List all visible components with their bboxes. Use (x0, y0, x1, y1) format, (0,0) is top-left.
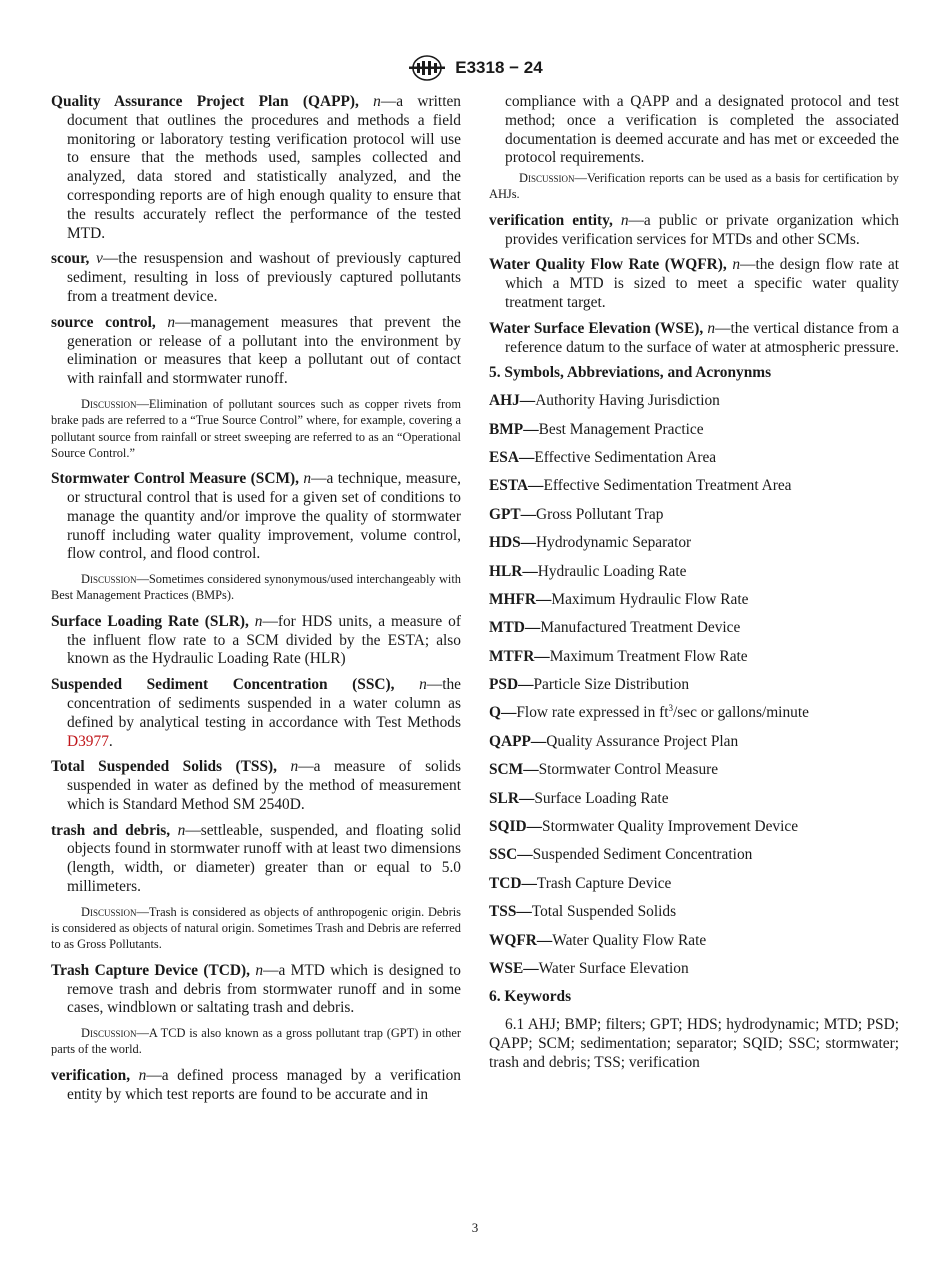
definition-entry (51, 758, 461, 814)
abbreviation-term: QAPP— (489, 732, 547, 750)
part-of-speech: n (290, 758, 299, 776)
abbreviation-term: WQFR— (489, 931, 553, 949)
definition-text: —a written document that outlines the procedures and methods a field monitoring or laboratory testing verification protocol will use to ensure that the methods used, samples collected and analyzed, data stored and statistically analyzed, and the corresponding reports are of high enough quality to ensure that the results accurately reflect the performance of the tested MTD. (67, 93, 461, 242)
abbreviation-item (489, 733, 899, 752)
abbreviation-meaning: Flow rate expressed in ft (516, 704, 669, 722)
part-of-speech: n (707, 319, 716, 337)
abbreviation-meaning: Quality Assurance Project Plan (546, 732, 739, 750)
abbreviation-item (489, 392, 899, 411)
abbreviation-term: HDS— (489, 534, 537, 552)
definition-term: Surface Loading Rate (SLR), (51, 612, 249, 630)
abbreviation-item (489, 449, 899, 468)
discussion-label: Discussion (81, 1026, 137, 1041)
section-6-heading: 6. Keywords (489, 988, 572, 1006)
section-5-heading: 5. Symbols, Abbreviations, and Acronynms (489, 364, 772, 382)
definition-text: —a technique, measure, or structural control that is used for a given set of conditions to manage the quantity and/or improve the quality of stormwater runoff including water quality improvement, volume control, flow control, and flood control. (67, 470, 461, 563)
part-of-speech: n (373, 93, 381, 110)
abbreviation-item (489, 563, 899, 582)
part-of-speech: n (303, 470, 312, 488)
discussion-text: —Verification reports can be used as a basis for certification by AHJs. (489, 171, 899, 202)
abbreviation-term: SLR— (489, 789, 535, 807)
page-number: 3 (471, 1220, 479, 1235)
discussion-text: —A TCD is also known as a gross pollutant trap (GPT) in other parts of the world. (51, 1026, 461, 1057)
abbreviation-term: TSS— (489, 903, 532, 921)
definition-term: Stormwater Control Measure (SCM), (51, 470, 299, 488)
abbreviation-item (489, 932, 899, 951)
abbreviation-item (489, 421, 899, 440)
right-definitions (489, 212, 899, 358)
discussion-label: Discussion (81, 396, 137, 411)
abbreviation-term: MHFR— (489, 590, 552, 608)
definition-term: scour, (51, 250, 90, 268)
definition-text: —a defined process managed by a verification entity by which test reports are found to be accurate and in (67, 1066, 461, 1103)
abbreviation-item (489, 477, 899, 496)
definition-text: —the resuspension and washout of previously captured sediment, resulting in loss of previously captured pollutants from a treatment device. (67, 250, 461, 305)
abbreviation-meaning: Hydrodynamic Separator (536, 534, 692, 552)
definition-text: —for HDS units, a measure of the influent flow rate to a SCM divided by the ESTA; also known as the Hydraulic Loading Rate (HLR) (67, 612, 461, 668)
left-column (51, 93, 461, 1111)
standard-reference-link[interactable]: D3977 (67, 732, 109, 750)
definition-entry (51, 676, 461, 751)
keywords-paragraph: 6.1 AHJ; BMP; filters; GPT; HDS; hydrodynamic; MTD; PSD; QAPP; SCM; sedimentation; separator; SQID; SSC; stormwater; trash and debris; TSS; verification (489, 1016, 899, 1071)
definition-entry (489, 212, 899, 250)
definition-text: —a measure of solids suspended in water as defined by the method of measurement which is Standard Method SM 2540D. (67, 758, 461, 813)
abbreviation-term: SSC— (489, 846, 533, 864)
definition-term: Trash Capture Device (TCD), (51, 961, 250, 979)
definition-entry (489, 320, 899, 358)
abbreviation-item (489, 534, 899, 553)
definition-entry (51, 470, 461, 564)
abbreviation-tail: /sec or gallons/minute (673, 704, 809, 722)
abbreviation-term: AHJ— (489, 392, 536, 410)
definition-tail: . (108, 732, 113, 750)
abbreviation-meaning: Effective Sedimentation Area (534, 448, 717, 466)
abbreviation-term: SCM— (489, 761, 539, 779)
superscript: 3 (668, 703, 674, 714)
part-of-speech: n (177, 821, 186, 839)
right-column (489, 93, 899, 1073)
abbreviation-term: MTFR— (489, 647, 550, 665)
abbreviation-item (489, 846, 899, 865)
definition-text: —the concentration of sediments suspended in a water column as defined by analytical testing in accordance with Test Methods (67, 676, 461, 731)
discussion-note (51, 904, 461, 953)
abbreviation-term: ESA— (489, 448, 535, 466)
definition-term: Water Quality Flow Rate (WQFR), (489, 256, 727, 274)
abbreviation-term: PSD— (489, 676, 534, 694)
discussion-text: —Elimination of pollutant sources such as copper rivets from brake pads are referred to a “True Source Control” where, for example, covering a pollutant source from rainfall or street sweeping are referred to as an “Operational Source Control.” (51, 396, 461, 460)
abbreviation-term: Q— (489, 704, 517, 722)
definition-text: —management measures that prevent the generation or release of a pollutant into the environment by elimination or measures that keep a pollutant out of contact with rainfall and stormwater runoff. (67, 313, 461, 388)
abbreviation-item (489, 761, 899, 780)
abbreviation-item (489, 875, 899, 894)
standard-designation: E3318 − 24 (455, 58, 543, 77)
abbreviation-term: MTD— (489, 619, 541, 637)
abbreviation-meaning: Particle Size Distribution (533, 676, 690, 694)
part-of-speech: n (138, 1066, 147, 1084)
abbreviation-meaning: Hydraulic Loading Rate (537, 562, 687, 580)
abbreviation-list (489, 392, 899, 979)
discussion-note (51, 571, 461, 604)
abbreviation-meaning: Trash Capture Device (536, 874, 672, 892)
definition-text: —the vertical distance from a reference datum to the surface of water at atmospheric pressure. (505, 319, 899, 356)
discussion-label: Discussion (519, 171, 575, 186)
abbreviation-meaning: Water Surface Elevation (538, 959, 689, 977)
definition-text: —the design flow rate at which a MTD is sized to meet a specific water quality treatment target. (505, 256, 900, 311)
abbreviation-item (489, 960, 899, 979)
abbreviation-meaning: Surface Loading Rate (534, 789, 669, 807)
abbreviation-item (489, 619, 899, 638)
abbreviation-term: WSE— (489, 959, 539, 977)
definition-entry (51, 93, 461, 243)
abbreviation-item (489, 506, 899, 525)
part-of-speech: n (620, 211, 629, 229)
definition-text: —a MTD which is designed to remove trash and debris from stormwater runoff and in some cases, windblown or saltating trash and debris. (67, 961, 461, 1017)
abbreviation-meaning: Best Management Practice (538, 420, 704, 438)
definition-entry (51, 822, 461, 897)
abbreviation-meaning: Authority Having Jurisdiction (535, 392, 720, 410)
abbreviation-meaning: Stormwater Quality Improvement Device (542, 818, 799, 836)
discussion-text: —Sometimes considered synonymous/used interchangeably with Best Management Practices (BMPs). (51, 572, 461, 603)
abbreviation-meaning: Maximum Treatment Flow Rate (549, 647, 748, 665)
discussion-note (51, 1025, 461, 1058)
abbreviation-item (489, 903, 899, 922)
abbreviation-meaning: Maximum Hydraulic Flow Rate (551, 590, 749, 608)
definition-entry (51, 613, 461, 669)
abbreviation-term: ESTA— (489, 477, 544, 495)
abbreviation-item (489, 790, 899, 809)
part-of-speech: n (732, 256, 741, 274)
abbreviation-meaning: Stormwater Control Measure (538, 761, 719, 779)
abbreviation-meaning: Suspended Sediment Concentration (532, 846, 753, 864)
page-header (0, 54, 950, 82)
part-of-speech: n (167, 313, 176, 331)
abbreviation-term: HLR— (489, 562, 538, 580)
definition-term: source control, (51, 313, 156, 331)
definition-term: trash and debris, (51, 821, 171, 839)
discussion-note (51, 396, 461, 461)
part-of-speech: n (419, 676, 427, 694)
abbreviation-meaning: Manufactured Treatment Device (540, 619, 741, 637)
astm-logo-icon (407, 54, 447, 82)
abbreviation-term: SQID— (489, 818, 543, 836)
definition-entry (489, 256, 899, 312)
abbreviation-item (489, 591, 899, 610)
part-of-speech: n (255, 961, 264, 979)
abbreviation-meaning: Effective Sedimentation Treatment Area (543, 477, 792, 495)
definition-entry (51, 962, 461, 1018)
abbreviation-item (489, 676, 899, 695)
definition-entry (51, 250, 461, 306)
abbreviation-term: GPT— (489, 505, 537, 523)
definition-text: —settleable, suspended, and floating solid objects found in stormwater runoff with at least two dimensions (length, width, or diameter) greater than or equal to 5.0 millimeters. (67, 821, 461, 896)
definition-term: Total Suspended Solids (TSS), (51, 758, 278, 776)
abbreviation-item (489, 704, 899, 723)
part-of-speech: v (96, 250, 103, 268)
abbreviation-item (489, 818, 899, 837)
definition-text: —a public or private organization which provides verification services for MTDs and other SCMs. (505, 211, 899, 248)
discussion-label: Discussion (81, 572, 137, 587)
abbreviation-term: TCD— (489, 874, 537, 892)
definition-term: Suspended Sediment Concentration (SSC), (51, 676, 395, 694)
abbreviation-meaning: Gross Pollutant Trap (536, 505, 664, 523)
discussion-text: —Trash is considered as objects of anthropogenic origin. Debris is considered as objects of natural origin. Sometimes Trash and Debris are referred to as Gross Pollutants. (51, 904, 461, 952)
definition-term: Water Surface Elevation (WSE), (489, 319, 704, 337)
abbreviation-meaning: Water Quality Flow Rate (552, 931, 707, 949)
abbreviation-item (489, 648, 899, 667)
definition-term: verification entity, (489, 211, 613, 229)
discussion-label: Discussion (81, 904, 137, 919)
verification-definition-continued: compliance with a QAPP and a designated protocol and test method; once a verification is completed the associated documentation is deemed accurate and has met or exceeded the protocol requirements. (505, 93, 899, 167)
part-of-speech: n (254, 612, 263, 630)
discussion-note (489, 170, 899, 203)
abbreviation-term: BMP— (489, 420, 539, 438)
abbreviation-meaning: Total Suspended Solids (531, 903, 677, 921)
definition-entry (51, 1067, 461, 1105)
definition-term: verification, (51, 1066, 131, 1084)
definition-term: Quality Assurance Project Plan (QAPP), (51, 93, 359, 110)
definition-entry (51, 314, 461, 389)
